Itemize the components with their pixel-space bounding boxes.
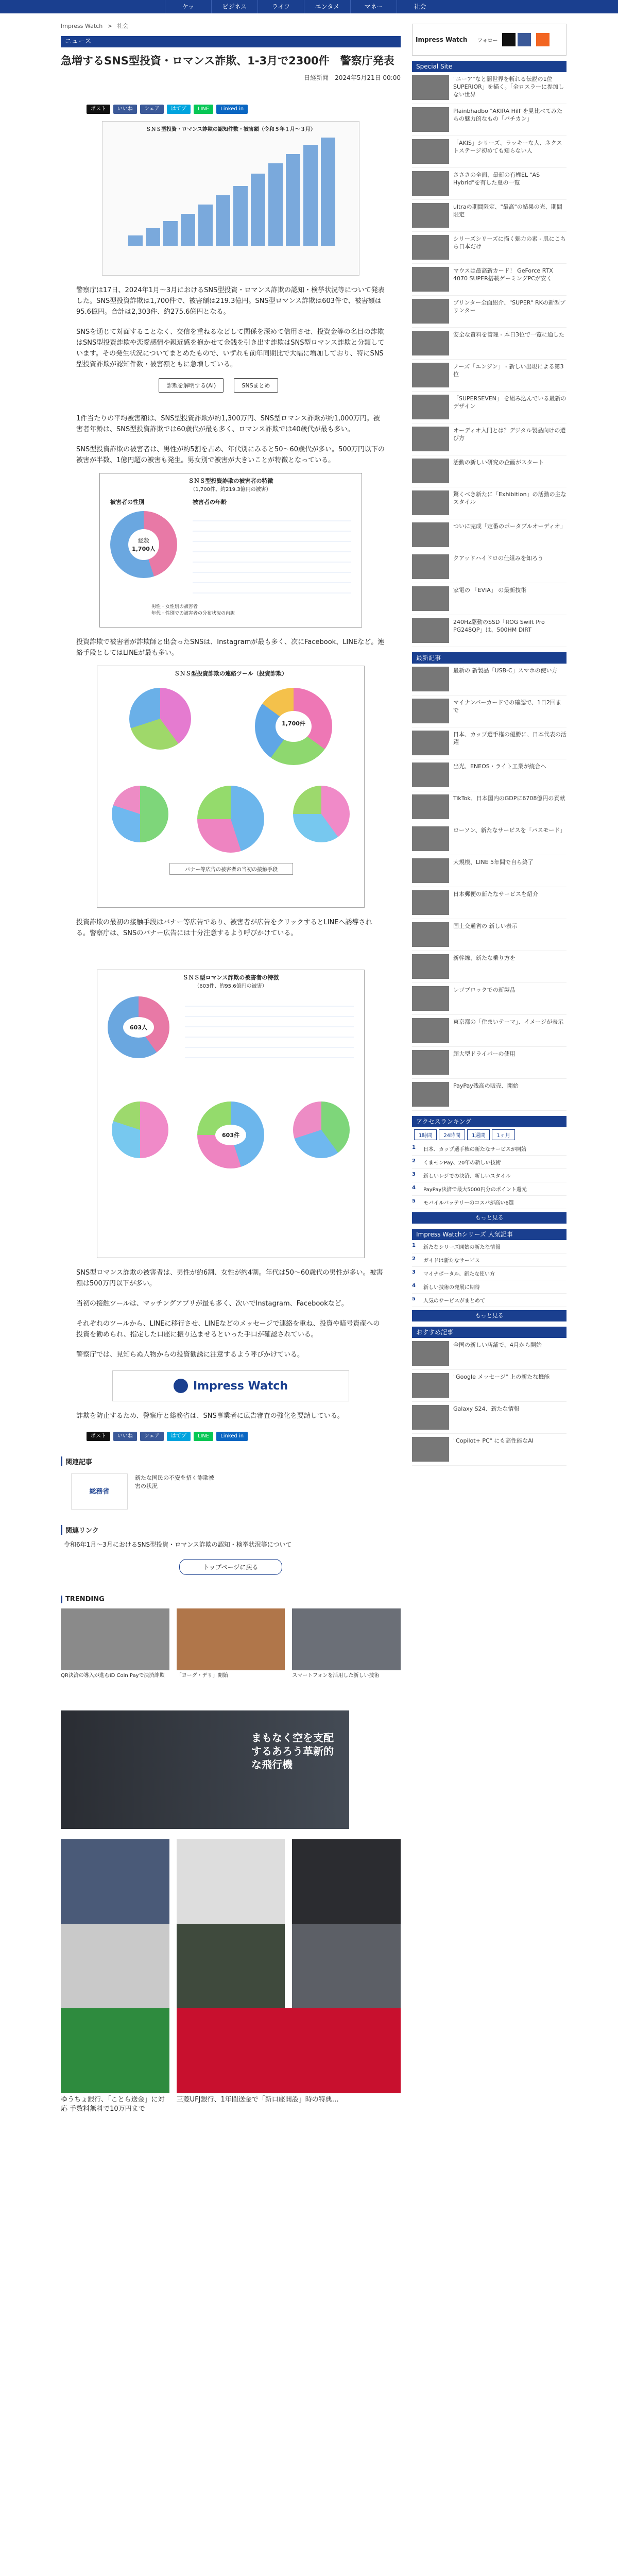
ranking-more-button[interactable]: もっと見る (412, 1212, 566, 1224)
special-item[interactable] (412, 136, 566, 168)
trending-caption: 三菱UFJ銀行、1年間送金で「新口座開設」時の特典… (176, 2096, 339, 2104)
article-date: 日経新聞 2024年5月21日 00:00 (304, 74, 401, 81)
figure2-title: ＳＮＳ型投資詐欺の被害者の特徴 (188, 478, 273, 484)
series-text: 新しい技術の発展に期待 (423, 1285, 480, 1291)
series-text: 新たなシリーズ開始の新たな情報 (423, 1245, 501, 1250)
series-item[interactable] (412, 1280, 566, 1294)
breadcrumb-home[interactable]: Impress Watch (61, 23, 103, 29)
rank-number: 5 (412, 1296, 416, 1302)
trending-card[interactable] (176, 2008, 401, 2104)
romance-gender-donut (108, 996, 169, 1058)
latest-item[interactable] (412, 1047, 566, 1079)
latest-list (412, 664, 566, 1111)
special-text: ノーズ「エンジン」 - 新しい出現による第3位 (453, 363, 564, 378)
trending-image (177, 1839, 285, 1924)
figure1-title: ＳＮＳ型投資・ロマンス詐欺の認知件数・被害額（令和５年１月～３月） (146, 127, 316, 132)
special-thumb (412, 171, 449, 196)
donut-center (128, 529, 159, 560)
share-buttons (87, 105, 401, 114)
gender-donut (110, 511, 177, 578)
latest-item[interactable] (412, 983, 566, 1015)
facebook-share-button[interactable]: シェア (140, 1432, 164, 1441)
rank-number: 1 (412, 1243, 416, 1248)
rank-number: 4 (412, 1283, 416, 1289)
special-text: クアッドハイドロの仕組みを知ろう (453, 555, 544, 562)
fig2-left-label: 被害者の性別 (110, 499, 144, 505)
latest-heading: 最新記事 (412, 652, 566, 664)
tool-donut-a (129, 688, 191, 750)
back-to-top-button[interactable]: トップページに戻る (179, 1559, 282, 1575)
trending-image (292, 1839, 401, 1924)
related-articles-heading: 関連記事 (61, 1456, 401, 1466)
latest-text: 国土交通省の 新しい表示 (453, 923, 518, 929)
latest-thumb (412, 858, 449, 883)
sidebar (412, 24, 566, 1466)
hatena-button[interactable]: はてブ (167, 1432, 191, 1441)
inline-ad-banner[interactable] (112, 1370, 349, 1401)
ranking-item[interactable] (412, 1196, 566, 1209)
trending-image (177, 2008, 401, 2093)
recommend-text: "Google メッセージ" 上の新たな機能 (453, 1374, 550, 1380)
latest-text: 出光、ENEOS・ライト工業が統合へ (453, 763, 546, 770)
special-text: "ニーア"なと闇世界を斬れる伝説の1位 SUPERIOR」を描く。「全ロスラーに参加しない世界 (453, 76, 564, 98)
special-item[interactable] (412, 168, 566, 200)
figure-romance-profile (97, 970, 365, 1258)
facebook-like-button[interactable]: いいね (113, 105, 137, 114)
trending-card[interactable] (177, 1608, 285, 1680)
donut-center-value: 603人 (123, 1017, 154, 1038)
section-label: ニュース (61, 36, 401, 47)
tool-donut-d (197, 786, 264, 853)
latest-item[interactable] (412, 855, 566, 887)
nav-tabs (165, 0, 443, 13)
latest-text: 日本郵便の新たなサービスを紹介 (453, 891, 538, 897)
special-thumb (412, 299, 449, 324)
article-paragraph: 警察庁では、見知らぬ人物からの投資勧誘に注意するよう呼びかけている。 (76, 1351, 304, 1359)
rank-number: 3 (412, 1172, 416, 1177)
latest-text: レゴブロックでの新製品 (453, 987, 516, 993)
share-buttons-bottom (87, 1432, 401, 1441)
trending-caption: 「ヨーグ・デリ」開始 (176, 1673, 228, 1679)
trending-card[interactable] (61, 1924, 169, 1960)
series-item[interactable] (412, 1240, 566, 1253)
special-text: Plainbhadbo "AKIRA Hill"を見比べてみたらの魅力的なもの「バチカン」 (453, 108, 563, 122)
figure2-subtitle: （1,700件、約219.3億円の被害） (190, 487, 271, 493)
special-item[interactable] (412, 423, 566, 455)
legend-item: 年代・性別での被害者の分布状況の内訳 (151, 611, 235, 616)
article-paragraph: 投資詐欺で被害者が詐欺師と出会ったSNSは、Instagramが最も多く、次にFacebook、LINEなど。連絡手段としてはLINEが最も多い。 (76, 638, 385, 657)
recommend-item[interactable] (412, 1434, 566, 1466)
chart-bar (128, 235, 143, 246)
special-text: 「AKIS」シリーズ、ラッキーな人、ネクストステージ初めても知らない人 (453, 140, 562, 154)
special-thumb (412, 139, 449, 164)
legend-item: 男性・女性別の被害者 (151, 604, 198, 609)
latest-text: 大規模、LINE 5年間で自ら終了 (453, 859, 534, 866)
special-item[interactable] (412, 487, 566, 519)
trending-caption: スマートフォンを活用した新しい技術 (292, 1673, 380, 1679)
facebook-share-button[interactable]: シェア (140, 105, 164, 114)
special-text: ultraの期間限定、"最高"の結果の光、期間限定 (453, 204, 562, 218)
rank-text: 新しいレジでの決済、新しいスタイル (423, 1174, 511, 1179)
figure2-legend (100, 604, 362, 617)
latest-thumb (412, 794, 449, 819)
x-post-button[interactable]: ポスト (87, 1432, 110, 1441)
series-heading: Impress Watchシリーズ 人気記事 (412, 1229, 566, 1240)
ranking-item[interactable] (412, 1169, 566, 1182)
chart-bar (198, 205, 213, 246)
ranking-tab[interactable]: 1ヶ月 (492, 1129, 514, 1140)
article-paragraph: 警察庁は17日、2024年1月～3月におけるSNS型投資・ロマンス詐欺の認知・検挙状況等について発表した。SNS型投資詐欺は1,700件で、被害額は219.3億円。SNS型ロマンス詐欺は603件で、被害額は95.6億円。合計は2,303件、約275.6億円となる。 (76, 286, 385, 316)
romance-donut-b (112, 1101, 168, 1158)
special-text: 240Hz駆動のSSD「ROG Swift Pro PG248QP」は、500HM DIRT (453, 619, 545, 633)
latest-text: 新幹線、新たな乗り方を (453, 955, 516, 961)
latest-item[interactable] (412, 664, 566, 696)
latest-item[interactable] (412, 759, 566, 791)
special-thumb (412, 586, 449, 611)
donut-center-value: 1,700人 (132, 546, 156, 552)
age-bar-chart (193, 511, 351, 599)
special-site-list (412, 72, 566, 647)
trending-image (61, 1924, 169, 2009)
latest-thumb (412, 1082, 449, 1107)
related-source-logo: 総務省 (71, 1473, 128, 1510)
article-paragraph: それぞれのツールから、LINEに移行させ、LINEなどのメッセージで連絡を重ね、投資や暗号資産への投資を勧められ、指定した口座に振り込ませるといった手口が確認されている。 (76, 1320, 380, 1338)
chart-bar (321, 138, 335, 246)
special-item[interactable] (412, 519, 566, 551)
latest-thumb (412, 762, 449, 787)
special-thumb (412, 490, 449, 515)
trending-grid-small (61, 1608, 401, 1680)
related-article-title: 新たな国民の不安を招く詐欺被害の状況 (135, 1475, 214, 1489)
ranking-tab[interactable]: 1週間 (467, 1129, 490, 1140)
special-thumb (412, 331, 449, 355)
recommend-text: Galaxy S24、新たな情報 (453, 1405, 520, 1412)
ad-banner[interactable] (61, 1710, 349, 1829)
latest-text: 日本、カップ選手権の優勝に、日本代表の活躍 (453, 731, 566, 745)
recommend-text: 全国の新しい店舗で、4月から開始 (453, 1342, 542, 1348)
recommend-item[interactable] (412, 1370, 566, 1402)
rank-number: 5 (412, 1198, 416, 1204)
figure3-note: バナー等広告の被害者の当初の接触手段 (169, 863, 293, 875)
special-item[interactable] (412, 392, 566, 423)
latest-item[interactable] (412, 696, 566, 727)
latest-thumb (412, 954, 449, 979)
special-text: ついに完成「定番のポータブルオーディオ」 (453, 523, 566, 530)
page-title: 急増するSNS型投資・ロマンス詐欺、1-3月で2300件 警察庁発表 (61, 55, 394, 67)
related-link[interactable]: 令和6年1月～3月におけるSNS型投資・ロマンス詐欺の認知・検挙状況等について (64, 1541, 292, 1548)
figure-bar-chart (102, 121, 359, 276)
rank-text: PayPay決済で最大5000円分のポイント還元 (423, 1187, 527, 1193)
special-thumb (412, 267, 449, 292)
recommend-heading: おすすめ記事 (412, 1327, 566, 1338)
donut-center-value: 1,700件 (276, 711, 312, 742)
related-article[interactable] (71, 1473, 401, 1510)
series-list (412, 1240, 566, 1307)
trending-card[interactable] (292, 1839, 401, 1875)
special-item[interactable] (412, 360, 566, 392)
special-text: 驚くべき新たに「Exhibition」の活動の主なスタイル (453, 491, 566, 505)
rank-text: くまモンPay、20年の新しい技術 (423, 1160, 501, 1166)
chart-bar (268, 163, 283, 246)
article-paragraph: SNS型投資詐欺の被害者は、男性が約5割を占め、年代別にみると50～60歳代が多い。500万円以下の被害が半数、1億円超の被害も発生。男女別で被害が大きいことが特徴となっている。 (76, 446, 385, 464)
romance-age-chart (185, 996, 354, 1063)
rank-number: 1 (412, 1145, 416, 1150)
latest-thumb (412, 986, 449, 1011)
article-paragraph: 当初の接触ツールは、マッチングアプリが最も多く、次いでInstagram、Facebookなど。 (76, 1300, 348, 1308)
latest-text: 最新の 新製品「USB-C」スマホの使い方 (453, 667, 558, 674)
latest-item[interactable] (412, 791, 566, 823)
nav-tab[interactable]: 社会 (397, 0, 443, 13)
trending-caption: ゆうちょ銀行、「ことら送金」に対応 手数料無料で10万円まで (61, 2096, 165, 2113)
rank-text: 日本、カップ選手権の新たなサービスが開始 (423, 1147, 526, 1153)
nav-tab[interactable]: ライフ (258, 0, 304, 13)
linkedin-button[interactable]: Linked in (216, 105, 248, 114)
series-item[interactable] (412, 1267, 566, 1280)
ranking-item[interactable] (412, 1156, 566, 1169)
special-item[interactable] (412, 583, 566, 615)
sns-summary-button[interactable]: SNSまとめ (234, 378, 278, 393)
latest-thumb (412, 922, 449, 947)
series-item[interactable] (412, 1294, 566, 1307)
special-thumb (412, 203, 449, 228)
donut-center-value: 603件 (215, 1125, 246, 1145)
trending-image (177, 1608, 285, 1670)
latest-thumb (412, 1050, 449, 1075)
ranking-tabs (412, 1127, 566, 1142)
ranking-list (412, 1142, 566, 1209)
special-text: 安全な資料を管理 - 本日3位で一覧に通した (453, 331, 564, 338)
trending-card[interactable] (177, 1839, 285, 1875)
sidebar-logo: Impress Watch (416, 36, 468, 43)
latest-text: ローソン、新たなサービスを「パスモード」 (453, 827, 566, 834)
special-text: マウスは最高新カード！ GeForce RTX 4070 SUPER搭載ゲーミングPCが安く (453, 267, 553, 282)
fig2-right-label: 被害者の年齢 (193, 499, 227, 505)
latest-text: TikTok、日本国内のGDPに6708億円の貢献 (453, 795, 565, 802)
special-item[interactable] (412, 455, 566, 487)
facebook-like-button[interactable]: いいね (113, 1432, 137, 1441)
latest-text: マイナンバーカードでの確認で、1日2回まで (453, 699, 562, 714)
article-paragraph: SNSを通じて対面することなく、交信を重ねるなどして関係を深めて信用させ、投資金等の名目の詐欺はSNS型投資詐欺や恋愛感情や親近感を抱かせて金銭を引き出す詐欺はSNS型ロマンス詐欺と分類しています。その発生状況についてまとめたもので、いずれも前年同期比で大幅に増加しており、特にSNS型投資詐欺が認知件数・被害額ともに急増している。 (76, 328, 385, 368)
special-text: オーディオ入門とは？デジタル製品向けの選び方 (453, 427, 566, 442)
latest-thumb (412, 1018, 449, 1043)
trending-grid-large (61, 1839, 401, 2113)
rank-number: 4 (412, 1185, 416, 1191)
special-item[interactable] (412, 264, 566, 296)
trending-card[interactable] (292, 1924, 401, 1960)
ad-banner-text: まもなく空を支配するあろう革新的な飛行機 (251, 1732, 334, 1771)
chart-bar (286, 154, 300, 246)
latest-thumb (412, 699, 449, 723)
romance-donut-c (197, 1101, 264, 1168)
special-thumb (412, 363, 449, 387)
figure3-title: ＳＮＳ型投資詐欺の連絡ツール（投資詐欺） (174, 670, 287, 677)
line-button[interactable]: LINE (194, 105, 213, 114)
special-item[interactable] (412, 296, 566, 328)
special-text: 活動の新しい研究の企画がスタート (453, 459, 544, 466)
recommend-thumb (412, 1405, 449, 1430)
fraud-ai-button[interactable]: 詐欺を解明する(AI) (159, 378, 224, 393)
latest-item[interactable] (412, 823, 566, 855)
top-nav-bar (0, 0, 618, 13)
special-item[interactable] (412, 104, 566, 136)
special-text: さささの全面、最新の有機EL "AS Hybrid"を有した夏の一覧 (453, 172, 540, 186)
nav-tab[interactable]: マネー (350, 0, 397, 13)
nav-tab[interactable]: ケッ (165, 0, 211, 13)
article-paragraph: SNS型ロマンス詐欺の被害者は、男性が約6割、女性が約4割。年代は50～60歳代の男性が多い。被害額は500万円以下が多い。 (76, 1269, 383, 1287)
trending-image (292, 1924, 401, 2009)
latest-text: 東京都の「住まいテーマ」、イメージが表示 (453, 1019, 564, 1025)
breadcrumb-section[interactable]: 社会 (117, 23, 129, 29)
special-item[interactable] (412, 200, 566, 232)
latest-item[interactable] (412, 887, 566, 919)
figure-contact-tools (97, 666, 365, 908)
nav-tab[interactable]: エンタメ (304, 0, 350, 13)
latest-thumb (412, 826, 449, 851)
special-item[interactable] (412, 232, 566, 264)
ranking-item[interactable] (412, 1142, 566, 1156)
trending-image (61, 2008, 169, 2093)
breadcrumb (61, 22, 131, 30)
latest-text: PayPay残高の販売、開始 (453, 1082, 519, 1089)
ranking-heading: アクセスランキング (412, 1116, 566, 1127)
figure4-subtitle: （603件、約95.6億円の被害） (194, 984, 267, 989)
sidebar-follow-box (412, 24, 566, 56)
trending-card[interactable] (61, 2008, 169, 2113)
special-thumb (412, 107, 449, 132)
recommend-text: "Copilot+ PC" にも高性能なAI (453, 1437, 534, 1444)
special-item[interactable] (412, 328, 566, 360)
related-links-heading: 関連リンク (61, 1525, 401, 1535)
trending-card[interactable] (61, 1608, 169, 1680)
latest-item[interactable] (412, 919, 566, 951)
recommend-thumb (412, 1341, 449, 1366)
x-post-button[interactable]: ポスト (87, 105, 110, 114)
chart-bar (303, 145, 318, 246)
latest-thumb (412, 890, 449, 915)
figure1-bars (102, 132, 359, 246)
special-thumb (412, 75, 449, 100)
series-text: ガイドは新たなサービス (423, 1258, 480, 1264)
figure-victim-profile (99, 473, 362, 628)
facebook-icon[interactable] (518, 33, 531, 46)
ranking-item[interactable] (412, 1182, 566, 1196)
series-item[interactable] (412, 1253, 566, 1267)
chart-bar (146, 228, 160, 246)
article-paragraph: 1件当たりの平均被害額は、SNS型投資詐欺が約1,300万円、SNS型ロマンス詐欺が約1,000万円。被害者年齢は、SNS型投資詐欺では60歳代が最も多く、ロマンス詐欺では40歳代が最も多い。 (76, 415, 380, 433)
article-paragraph: 詐欺を防止するため、警察庁と総務省は、SNS事業者に広告審査の強化を要請している。 (76, 1412, 344, 1420)
chart-bar (251, 174, 265, 246)
recommend-item[interactable] (412, 1402, 566, 1434)
series-text: 人気のサービスがまとめて (423, 1298, 485, 1304)
tool-donut-e (293, 786, 350, 842)
article-column (61, 36, 401, 2113)
trending-caption: QR決済の導入が進むiD Coin Payで決済詐欺 (61, 1673, 165, 1679)
rank-number: 2 (412, 1158, 416, 1164)
breadcrumb-separator: > (107, 23, 112, 29)
ranking-tab[interactable]: 1時間 (414, 1129, 437, 1140)
recommend-thumb (412, 1373, 449, 1398)
trending-card[interactable] (292, 1608, 401, 1680)
trending-image (292, 1608, 401, 1670)
special-site-heading: Special Site (412, 61, 566, 72)
series-text: マイナポータル、新たな使い方 (423, 1272, 495, 1277)
nav-tab[interactable]: ビジネス (211, 0, 258, 13)
follow-label: フォロー (477, 38, 498, 44)
figure4-title: ＳＮＳ型ロマンス詐欺の被害者の特徴 (182, 974, 279, 981)
latest-item[interactable] (412, 1015, 566, 1047)
trending-heading: TRENDING (61, 1596, 401, 1603)
latest-text: 超大型ドライバーの使用 (453, 1050, 516, 1057)
latest-item[interactable] (412, 727, 566, 759)
romance-donut-d (293, 1101, 350, 1158)
recommend-item[interactable] (412, 1338, 566, 1370)
special-thumb (412, 459, 449, 483)
rss-icon[interactable] (536, 33, 550, 46)
chart-bar (216, 195, 230, 246)
recommend-thumb (412, 1437, 449, 1462)
tool-donut-b (255, 688, 332, 765)
trending-card[interactable] (177, 1924, 285, 1960)
chart-bar (233, 186, 248, 246)
recommend-list (412, 1338, 566, 1466)
series-more-button[interactable]: もっと見る (412, 1310, 566, 1321)
special-thumb (412, 427, 449, 451)
latest-thumb (412, 667, 449, 691)
special-thumb (412, 554, 449, 579)
chart-bar (181, 214, 195, 246)
trending-card[interactable] (61, 1839, 169, 1875)
trending-image (177, 1924, 285, 2009)
special-text: 「SUPERSEVEN」 を組み込んでいる最新のデザイン (453, 395, 566, 410)
latest-thumb (412, 731, 449, 755)
donut-center-label: 総数 (138, 537, 149, 544)
impress-logo-icon (174, 1379, 188, 1393)
article-paragraph: 投資詐欺の最初の接触手段はバナー等広告であり、被害者が広告をクリックするとLINEへ誘導される。警察庁は、SNSのバナー広告には十分注意するよう呼びかけている。 (76, 919, 372, 937)
ranking-tab[interactable]: 24時間 (439, 1129, 465, 1140)
latest-item[interactable] (412, 1079, 566, 1111)
special-thumb (412, 618, 449, 643)
special-text: 家電の 「EVIA」 の最新技術 (453, 587, 527, 594)
special-thumb (412, 235, 449, 260)
rank-text: モバイルバッテリーのコスパが高い6選 (423, 1200, 514, 1206)
trending-image (61, 1608, 169, 1670)
ad-brand: Impress Watch (193, 1379, 288, 1393)
special-item[interactable] (412, 615, 566, 647)
rank-number: 3 (412, 1269, 416, 1275)
special-thumb (412, 395, 449, 419)
hatena-button[interactable]: はてブ (167, 105, 191, 114)
chart-bar (163, 221, 178, 246)
special-text: プリンター全面紹介、"SUPER" RKの新型プリンター (453, 299, 565, 314)
special-thumb (412, 522, 449, 547)
special-item[interactable] (412, 551, 566, 583)
latest-item[interactable] (412, 951, 566, 983)
rank-number: 2 (412, 1256, 416, 1262)
tool-donut-c (112, 786, 168, 842)
article-buttons (159, 378, 401, 393)
line-button[interactable]: LINE (194, 1432, 213, 1441)
trending-image (61, 1839, 169, 1924)
special-item[interactable] (412, 72, 566, 104)
linkedin-button[interactable]: Linked in (216, 1432, 248, 1441)
x-icon[interactable] (502, 33, 516, 46)
special-text: シリーズシリーズに描く魅力の素 - 肌にこちら日本だけ (453, 235, 566, 250)
